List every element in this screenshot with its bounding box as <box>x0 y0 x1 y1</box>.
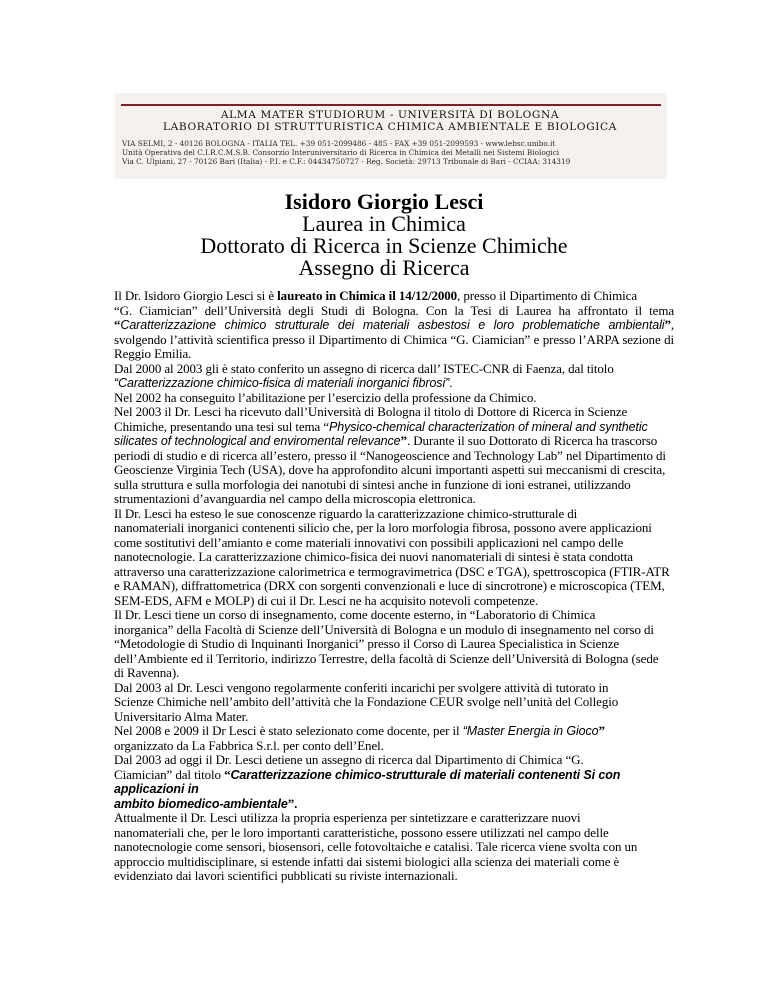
laboratory-name: LABORATORIO DI STRUTTURISTICA CHIMICA AMBIENTALE E BIOLOGICA <box>163 121 617 133</box>
paragraph-current: Attualmente il Dr. Lesci utilizza la propria esperienza per sintetizzare e caratterizzare nuovi nanomateriali che, per le loro importanti caratteristiche, possono essere utilizzati nel campo delle nanotecnologie come sensori, biosensori, celle fotovoltaiche e catalisi. Tale ricerca viene svolta con un approccio multidisciplinare, si estende infatti dai sistemi biologici alla scienza dei materiali come è evidenziato dai lavori scientifici pubblicati su riviste internazionali. <box>114 810 638 883</box>
degree-title: Laurea in Chimica <box>302 211 466 236</box>
paragraph-abilitazione: Nel 2002 ha conseguito l’abilitazione per l’esercizio della professione da Chimico. <box>114 389 537 405</box>
letterhead-address: VIA SELMI, 2 - 40126 BOLOGNA - ITALIA TEL. +39 051-2099486 - 485 - FAX +39 051-2099593 - www.lebsc.unibo.it <box>122 139 556 148</box>
grant-title: Assegno di Ricerca <box>298 255 470 280</box>
person-name: Isidoro Giorgio Lesci <box>284 189 484 214</box>
letterhead-unit: Unità Operativa del C.I.R.C.M.S.B. Consorzio Interuniversitario di Ricerca in Chimica dei Metalli nei Sistemi Biologici <box>122 148 560 157</box>
biography-text <box>114 289 674 884</box>
paragraph-tutoring: Dal 2003 al Dr. Lesci vengono regolarmente conferiti incarichi per svolgere attività di tutorato in Scienze Chimiche nell’ambito dell’attività che la Fondazione CEUR svolge nell’unità del Collegio Universitario Alma Mater. <box>114 679 619 724</box>
paragraph-master: Nel 2008 e 2009 il Dr Lesci è stato selezionato come docente, per il “Master Energia in Gioco” organizzato da La Fabbrica S.r.l. per conto dell’Enel. <box>114 723 605 753</box>
paragraph-doctorate: Nel 2003 il Dr. Lesci ha ricevuto dall’Università di Bologna il titolo di Dottore di Ricerca in Scienze Chimiche, presentando una tesi sul tema “Physico-chemical characterization of mineral and synthetic silicates of technological and enviromental relevance”. Durante il suo Dottorato di Ricerca ha trascorso periodi di studio e di ricerca all’estero, presso il “Nanogeoscience and Technology Lab” nel Dipartimento di Geoscienze Virginia Tech (USA), dove ha approfondito alcuni importanti aspetti sui meccanismi di crescita, sulla struttura e sulla morfologia dei nanotubi di sintesi anche in funzione di ioni estranei, utilizzando strumentazioni d’avanguardia nel campo della microscopia elettronica. <box>114 404 666 506</box>
paragraph-degree: Il Dr. Isidoro Giorgio Lesci si è laureato in Chimica il 14/12/2000, presso il Dipartimento di Chimica <box>114 288 638 303</box>
letterhead-rule <box>121 104 661 106</box>
letterhead-registration: Via C. Ulpiani, 27 - 70126 Bari (Italia) - P.I. e C.F.: 04434750727 - Reg. Società: 29713 Tribunale di Bari - CCIAA: 314319 <box>122 157 571 166</box>
title-block <box>0 191 768 279</box>
letterhead <box>115 93 667 179</box>
paragraph-istec: Dal 2000 al 2003 gli è stato conferito un assegno di ricerca dall’ ISTEC-CNR di Faenza, dal titolo “Caratterizzazione chimico-fisica di materiali inorganici fibrosi”. <box>114 360 614 390</box>
paragraph-nanomaterials: Il Dr. Lesci ha esteso le sue conoscenze riguardo la caratterizzazione chimico-strutturale di nanomateriali inorganici contenenti silicio che, per la loro morfologia fibrosa, possono avere applicazioni come sostitutivi dell’amianto e come materiali innovativi con possibili applicazioni nel campo delle nanotecnologie. La caratterizzazione chimico-fisica dei nuovi nanomateriali di sintesi è stata condotta attraverso una caratterizzazione calorimetrica e termogravimetrica (DSC e TGA), spettroscopica (FTIR-ATR e RAMAN), diffrattometrica (DRX con sorgenti convenzionali e luce di sincrotrone) e microscopica (TEM, SEM-EDS, AFM e MOLP) di cui il Dr. Lesci ne ha acquisito notevoli competenze. <box>114 505 670 608</box>
paragraph-thesis: “G. Ciamician” dell’Università degli Studi di Bologna. Con la Tesi di Laurea ha affrontato il tema “Caratterizzazione chimico strutturale dei materiali asbestosi e loro problematiche ambientali”, svolgendo l’attività scientifica presso il Dipartimento di Chimica “G. Ciamician” e presso l’ARPA sezione di Reggio Emilia. <box>114 302 674 361</box>
paragraph-grant: Dal 2003 ad oggi il Dr. Lesci detiene un assegno di ricerca dal Dipartimento di Chimica “G. Ciamician” dal titolo “Caratterizzazione chimico-strutturale di materiali contenenti Si con applicazioni in ambito biomedico-ambientale”. <box>114 752 621 811</box>
university-name: ALMA MATER STUDIORUM - UNIVERSITÀ DI BOLOGNA <box>220 109 560 121</box>
paragraph-teaching: Il Dr. Lesci tiene un corso di insegnamento, come docente esterno, in “Laboratorio di Chimica inorganica” della Facoltà di Scienze dell’Università di Bologna e un modulo di insegnamento nel corso di “Metodologie di Studio di Inquinanti Inorganici” presso il Corso di Laurea Specialistica in Scienze dell’Ambiente ed il Territorio, indirizzo Terrestre, della facoltà di Scienze dell’Università di Bologna (sede di Ravenna). <box>114 607 659 680</box>
doctorate-title: Dottorato di Ricerca in Scienze Chimiche <box>200 233 568 258</box>
